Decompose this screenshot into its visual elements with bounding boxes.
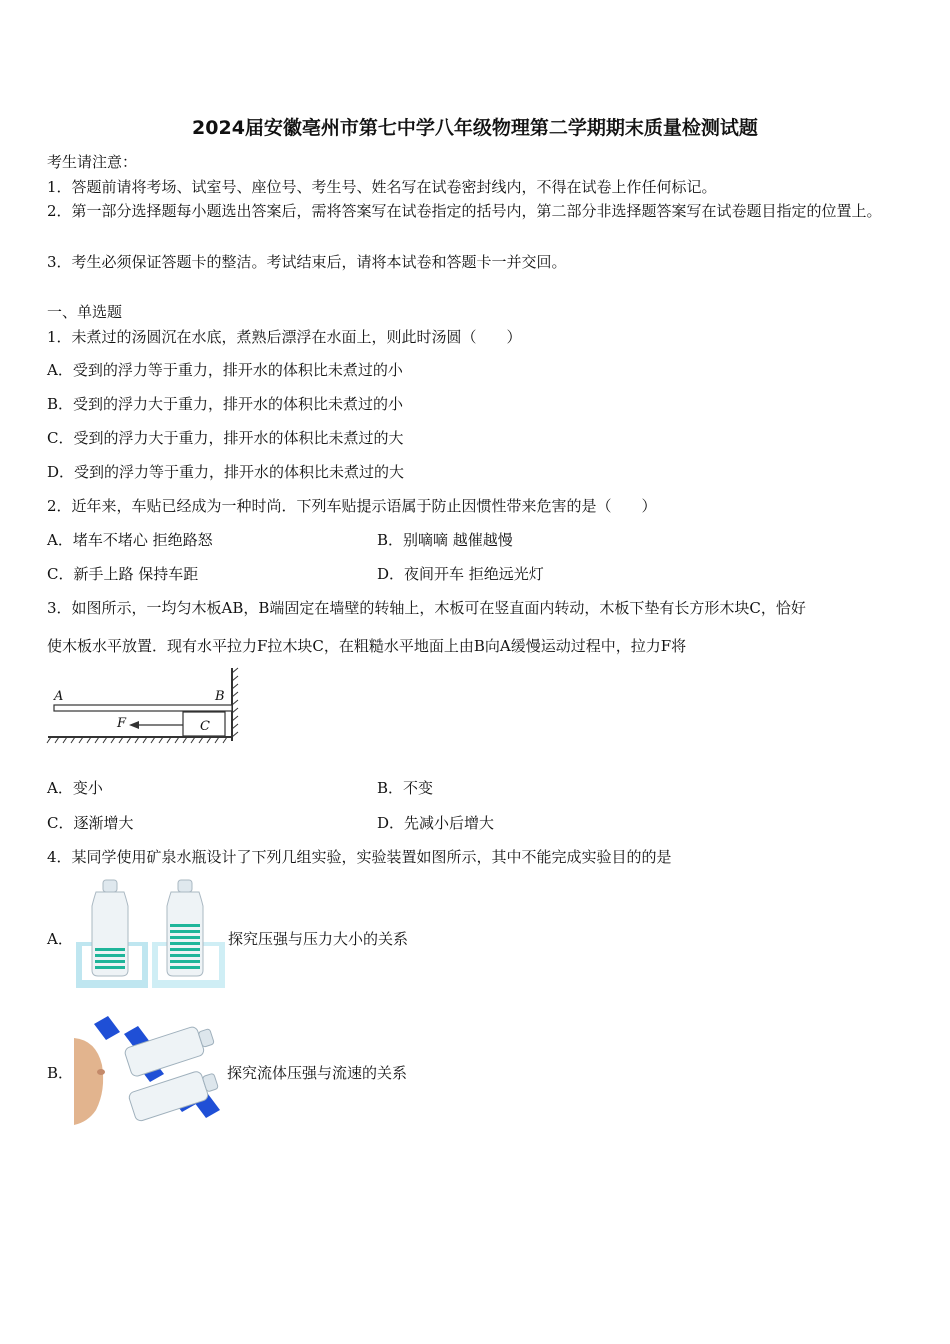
q1-option-a[interactable]: A．受到的浮力等于重力，排开水的体积比未煮过的小	[47, 361, 403, 379]
q2-option-c[interactable]: C．新手上路 保持车距	[47, 565, 199, 583]
q2-option-d[interactable]: D．夜间开车 拒绝远光灯	[377, 565, 544, 583]
q3-option-a[interactable]: A．变小	[47, 779, 103, 797]
label-f: F	[117, 716, 127, 731]
lever-diagram	[45, 665, 240, 750]
blowing-between-bottles-picture	[74, 1010, 226, 1125]
notice-item-1: 1．答题前请将考场、试室号、座位号、考生号、姓名写在试卷密封线内，不得在试卷上作任何标记。	[47, 178, 717, 196]
q1-option-c[interactable]: C．受到的浮力大于重力，排开水的体积比未煮过的大	[47, 429, 404, 447]
q4-option-a-letter[interactable]: A．	[47, 930, 73, 948]
blowing-bottles-image	[74, 1010, 226, 1125]
q1-option-b[interactable]: B．受到的浮力大于重力，排开水的体积比未煮过的小	[47, 395, 404, 413]
section-heading: 一、单选题	[47, 303, 123, 321]
notice-item-2: 2．第一部分选择题每小题选出答案后，需将答案写在试卷指定的括号内，第二部分非选择题答案写在试卷题目指定的位置上。	[47, 202, 882, 220]
q3-option-b[interactable]: B．不变	[377, 779, 434, 797]
question-3-stem-line-1: 3．如图所示，一均匀木板AB，B端固定在墙壁的转轴上，木板可在竖直面内转动，木板下垫有长方形木块C，恰好	[47, 599, 806, 617]
label-c: C	[200, 719, 210, 734]
q4-option-b-text[interactable]: 探究流体压强与流速的关系	[227, 1064, 408, 1082]
q4-option-b-letter[interactable]: B．	[47, 1064, 74, 1082]
page-title: 2024届安徽亳州市第七中学八年级物理第二学期期末质量检测试题	[192, 117, 758, 139]
question-2-stem: 2．近年来，车贴已经成为一种时尚．下列车贴提示语属于防止因惯性带来危害的是（ ）	[47, 497, 657, 515]
bottles-sponge-image	[74, 878, 227, 990]
notice-item-3: 3．考生必须保证答题卡的整洁。考试结束后，请将本试卷和答题卡一并交回。	[47, 253, 567, 271]
q3-option-c[interactable]: C．逐渐增大	[47, 814, 134, 832]
label-a: A	[54, 689, 64, 704]
question-4-stem: 4．某同学使用矿泉水瓶设计了下列几组实验，实验装置如图所示，其中不能完成实验目的的是	[47, 848, 672, 866]
q1-option-d[interactable]: D．受到的浮力等于重力，排开水的体积比未煮过的大	[47, 463, 405, 481]
q2-option-a[interactable]: A．堵车不堵心 拒绝路怒	[47, 531, 213, 549]
question-1-stem: 1．未煮过的汤圆沉在水底，煮熟后漂浮在水面上，则此时汤圆（ ）	[47, 328, 522, 346]
q3-option-d[interactable]: D．先减小后增大	[377, 814, 495, 832]
bottles-on-sponge-picture	[74, 878, 227, 990]
lever-figure	[45, 665, 240, 750]
label-b: B	[215, 689, 225, 704]
q4-option-a-text[interactable]: 探究压强与压力大小的关系	[228, 930, 409, 948]
notice-heading: 考生请注意：	[47, 153, 138, 171]
question-3-stem-line-2: 使木板水平放置．现有水平拉力F拉木块C，在粗糙水平地面上由B向A缓慢运动过程中，拉力F将	[47, 637, 687, 655]
q2-option-b[interactable]: B．别嘀嘀 越催越慢	[377, 531, 513, 549]
